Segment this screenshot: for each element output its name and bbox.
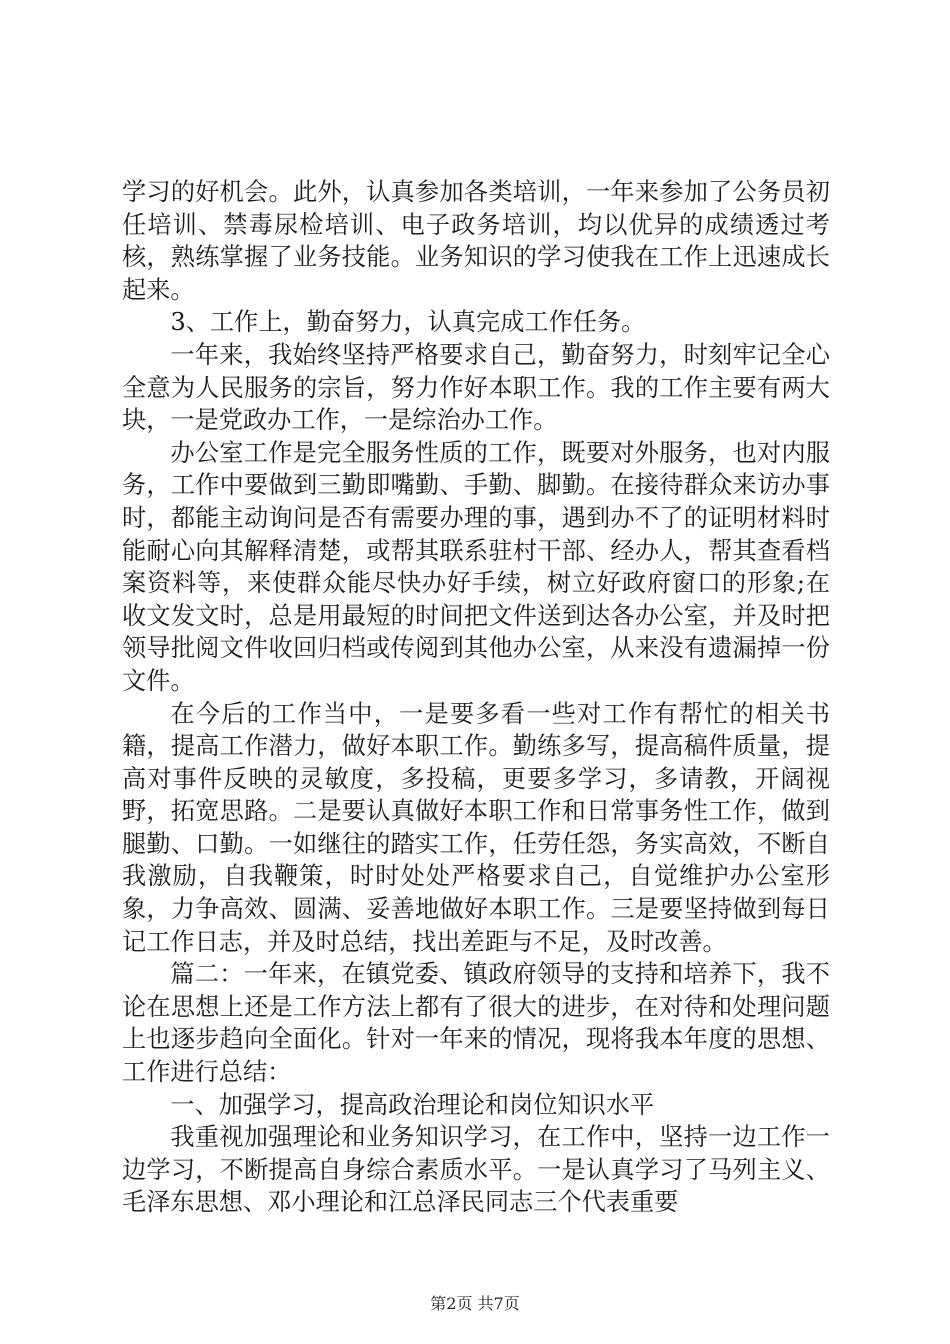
paragraph-2: 3、工作上，勤奋努力，认真完成工作任务。 <box>170 308 646 337</box>
page-number-footer: 第2页 共7页 <box>430 1294 520 1313</box>
paragraph-3: 一年来，我始终坚持严格要求自己，勤奋努力，时刻牢记全心全意为人民服务的宗旨，努力作好本职工作。我的工作主要有两大块，一是党政办工作，一是综治办工作。 <box>122 340 830 435</box>
paragraph-7: 一、加强学习，提高政治理论和岗位知识水平 <box>170 1090 655 1119</box>
paragraph-1: 学习的好机会。此外，认真参加各类培训，一年来参加了公务员初任培训、禁毒尿检培训、电子政务培训，均以优异的成绩透过考核，熟练掌握了业务技能。业务知识的学习使我在工作上迅速成长起来。 <box>122 178 830 304</box>
paragraph-4: 办公室工作是完全服务性质的工作，既要对外服务，也对内服务，工作中要做到三勤即嘴勤、手勤、脚勤。在接待群众来访办事时，都能主动询问是否有需要办理的事，遇到办不了的证明材料时能耐心向其解释清楚，或帮其联系驻村干部、经办人，帮其查看档案资料等，来使群众能尽快办好手续，树立好政府窗口的形象;在收文发文时，总是用最短的时间把文件送到达各办公室，并及时把领导批阅文件收回归档或传阅到其他办公室，从来没有遗漏掉一份文件。 <box>122 438 830 695</box>
paragraph-5: 在今后的工作当中，一是要多看一些对工作有帮忙的相关书籍，提高工作潜力，做好本职工作。勤练多写，提高稿件质量，提高对事件反映的灵敏度，多投稿，更要多学习，多请教，开阔视野，拓宽思路。二是要认真做好本职工作和日常事务性工作，做到腿勤、口勤。一如继往的踏实工作，任劳任怨，务实高效，不断自我激励，自我鞭策，时时处处严格要求自己，自觉维护办公室形象，力争高效、圆满、妥善地做好本职工作。三是要坚持做到每日记工作日志，并及时总结，找出差距与不足，及时改善。 <box>122 699 830 956</box>
document-body <box>122 176 830 1219</box>
paragraph-8: 我重视加强理论和业务知识学习，在工作中，坚持一边工作一边学习，不断提高自身综合素质水平。一是认真学习了马列主义、毛泽东思想、邓小理论和江总泽民同志三个代表重要 <box>122 1123 830 1217</box>
paragraph-6: 篇二：一年来，在镇党委、镇政府领导的支持和培养下，我不论在思想上还是工作方法上都有了很大的进步，在对待和处理问题上也逐步趋向全面化。针对一年来的情况，现将我本年度的思想、工作进行总结： <box>122 960 830 1087</box>
